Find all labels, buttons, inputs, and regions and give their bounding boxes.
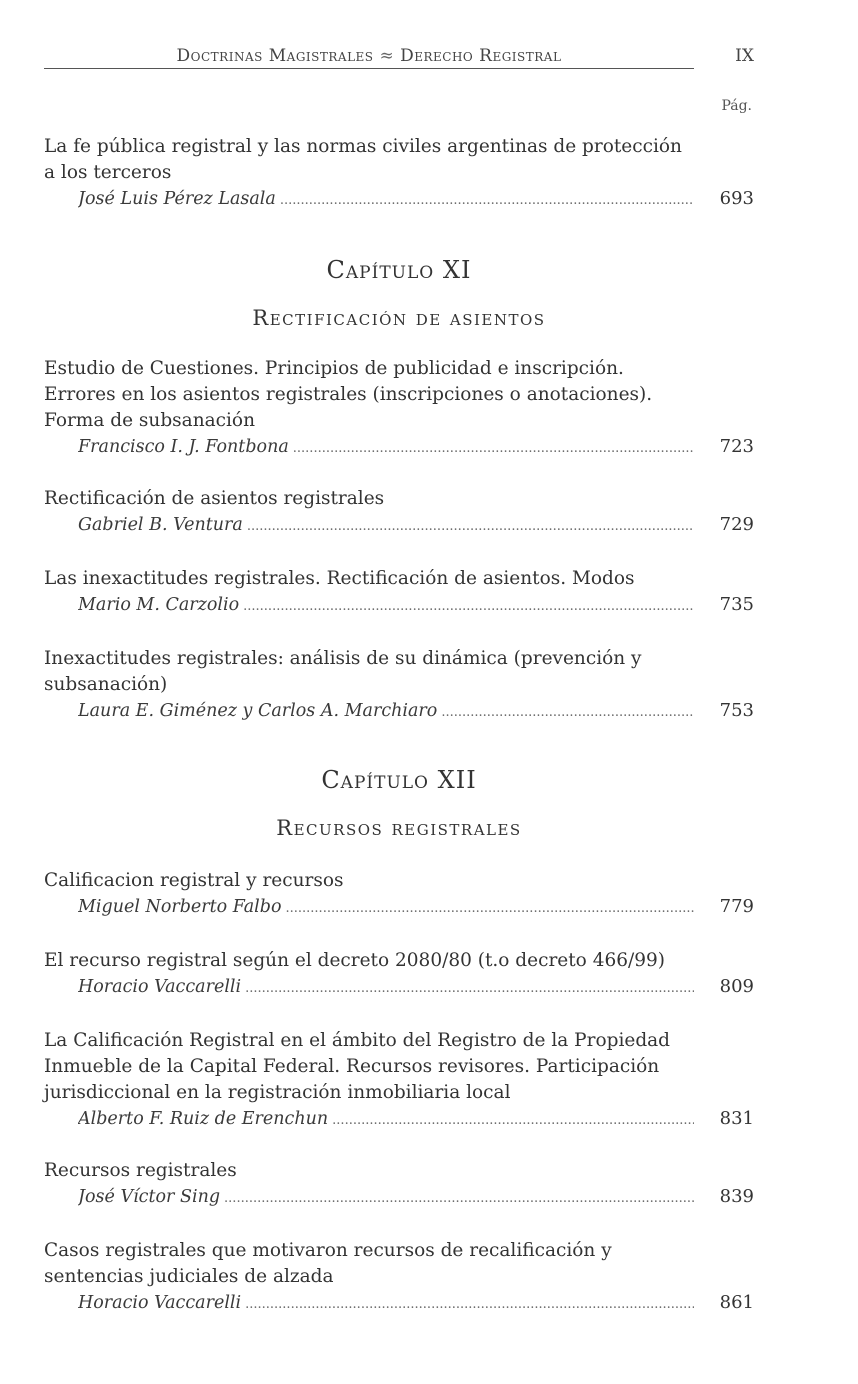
entry-page: 831 xyxy=(719,1108,754,1129)
leader-dots xyxy=(243,594,694,618)
entry-title: Estudio de Cuestiones. Principios de publicidad e inscripción. Errores en los asientos registrales (inscripciones o anotaciones). Forma de subsanación xyxy=(44,358,653,431)
entry-title: La fe pública registral y las normas civiles argentinas de protección a los terceros xyxy=(44,136,682,183)
toc-entry[interactable] xyxy=(44,566,754,618)
toc-entry[interactable] xyxy=(44,356,754,460)
leader-dots xyxy=(245,976,694,1000)
leader-dots xyxy=(280,188,694,212)
entry-author: Mario M. Carzolio xyxy=(78,595,240,615)
entry-page: 861 xyxy=(719,1292,754,1313)
leader-dots xyxy=(293,436,694,460)
entry-author: Francisco I. J. Fontbona xyxy=(78,437,289,457)
toc-entry[interactable] xyxy=(44,868,754,920)
page-column-label: Pág. xyxy=(721,98,752,114)
running-header xyxy=(44,44,754,68)
entry-page: 723 xyxy=(719,436,754,457)
entry-page: 809 xyxy=(719,976,754,997)
entry-author-line xyxy=(44,894,754,920)
entry-author: Laura E. Giménez y Carlos A. Marchiaro xyxy=(78,701,438,721)
toc-entry[interactable] xyxy=(44,1158,754,1210)
entry-page: 729 xyxy=(719,514,754,535)
entry-title: Casos registrales que motivaron recursos de recalificación y sentencias judiciales de alzada xyxy=(44,1240,612,1287)
leader-dots xyxy=(332,1108,694,1132)
toc-entry[interactable] xyxy=(44,1028,754,1132)
entry-author-line xyxy=(44,698,754,724)
entry-author-line xyxy=(44,186,754,212)
chapter-title: Recursos registrales xyxy=(276,816,522,840)
leader-dots xyxy=(441,700,694,724)
leader-dots xyxy=(224,1186,694,1210)
entry-title: Rectificación de asientos registrales xyxy=(44,488,385,509)
entry-page: 693 xyxy=(719,188,754,209)
chapter-heading: Capítulo XII xyxy=(321,766,477,794)
entry-author-line xyxy=(44,434,754,460)
book-title: Doctrinas Magistrales xyxy=(176,46,374,66)
book-subtitle: Derecho Registral xyxy=(400,46,562,66)
entry-page: 735 xyxy=(719,594,754,615)
entry-author-line xyxy=(44,592,754,618)
entry-author-line xyxy=(44,512,754,538)
entry-author: José Luis Pérez Lasala xyxy=(78,189,276,209)
entry-author-line xyxy=(44,1290,754,1316)
entry-author: José Víctor Sing xyxy=(78,1187,221,1207)
leader-dots xyxy=(286,896,695,920)
toc-entry[interactable] xyxy=(44,1238,754,1316)
entry-author: Gabriel B. Ventura xyxy=(78,515,243,535)
entry-author-line xyxy=(44,974,754,1000)
leader-dots xyxy=(247,514,694,538)
chapter-title: Rectificación de asientos xyxy=(252,306,546,330)
entry-title: La Calificación Registral en el ámbito del Registro de la Propiedad Inmueble de la Capital Federal. Recursos revisores. Participación jurisdiccional en la registración inmobiliaria local xyxy=(44,1030,671,1103)
entry-title: Las inexactitudes registrales. Rectificación de asientos. Modos xyxy=(44,568,635,589)
chapter-heading: Capítulo XI xyxy=(326,256,472,284)
entry-author: Alberto F. Ruiz de Erenchun xyxy=(78,1109,329,1129)
toc-entry[interactable] xyxy=(44,486,754,538)
entry-title: Calificacion registral y recursos xyxy=(44,870,344,891)
entry-title: Inexactitudes registrales: análisis de su dinámica (prevención y subsanación) xyxy=(44,648,642,695)
entry-author: Horacio Vaccarelli xyxy=(78,977,242,997)
toc-entry[interactable] xyxy=(44,948,754,1000)
page-folio: IX xyxy=(735,46,754,66)
title-separator: ≈ xyxy=(379,46,395,66)
entry-page: 779 xyxy=(719,896,754,917)
entry-author: Miguel Norberto Falbo xyxy=(78,897,282,917)
running-title xyxy=(44,46,694,66)
toc-entry[interactable] xyxy=(44,134,754,212)
entry-title: El recurso registral según el decreto 2080/80 (t.o decreto 466/99) xyxy=(44,950,665,971)
entry-author-line xyxy=(44,1106,754,1132)
entry-title: Recursos registrales xyxy=(44,1160,237,1181)
entry-author-line xyxy=(44,1184,754,1210)
toc-entry[interactable] xyxy=(44,646,754,724)
entry-author: Horacio Vaccarelli xyxy=(78,1293,242,1313)
leader-dots xyxy=(245,1292,694,1316)
entry-page: 753 xyxy=(719,700,754,721)
header-rule xyxy=(44,68,694,69)
entry-page: 839 xyxy=(719,1186,754,1207)
